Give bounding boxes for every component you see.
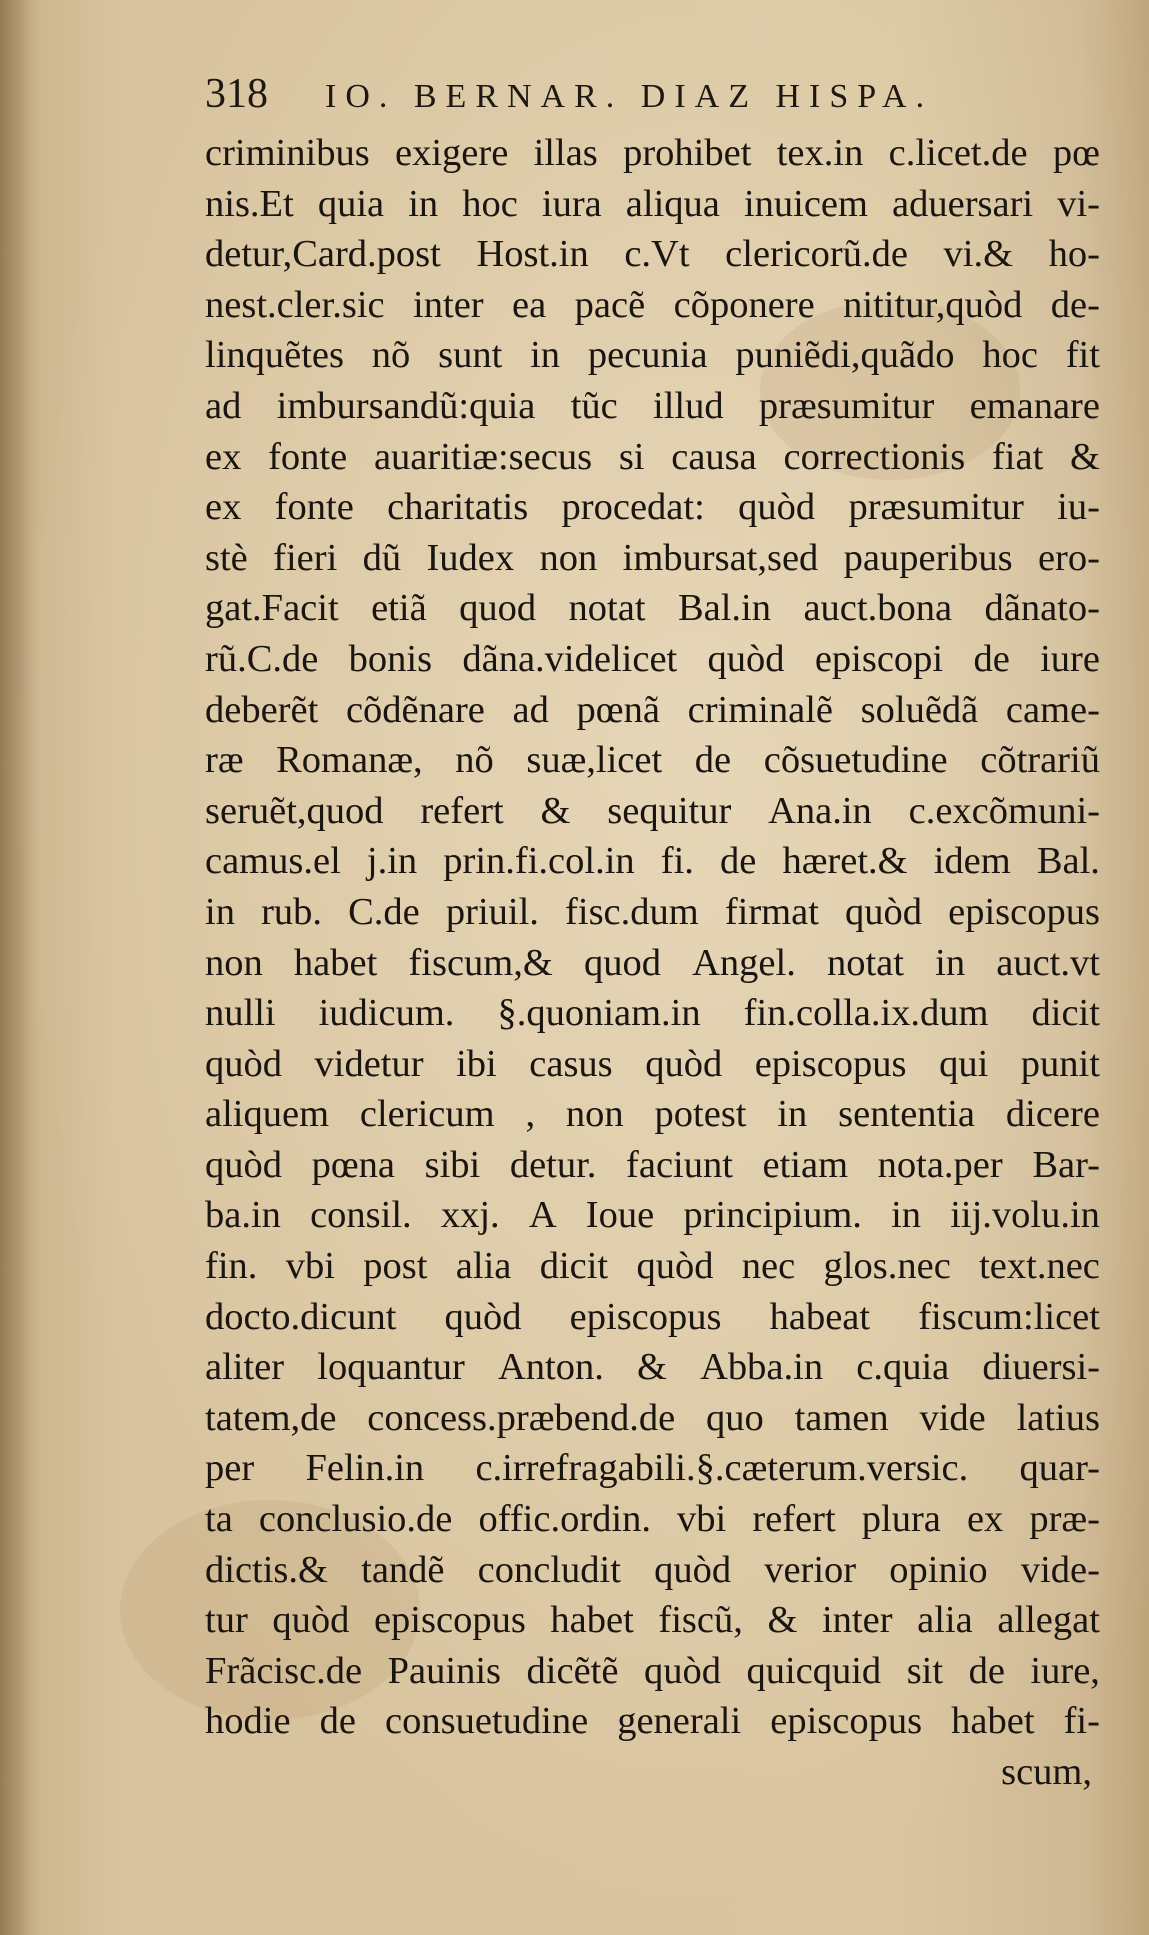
word: fit — [1065, 334, 1100, 377]
word: detur,Card.post — [205, 233, 441, 276]
word: c.quia — [856, 1346, 950, 1389]
word: fonte — [274, 486, 354, 529]
text-line — [205, 583, 1100, 634]
word: imbursat,sed — [622, 536, 819, 579]
text-line — [205, 1089, 1100, 1140]
word: nest.cler.sic — [205, 283, 385, 326]
word: ero- — [1037, 536, 1100, 579]
gutter-shadow — [0, 0, 40, 1935]
word: xxj. — [440, 1194, 500, 1237]
text-line — [205, 1342, 1100, 1393]
word: consuetudine — [385, 1700, 589, 1743]
word: tatem,de — [205, 1396, 337, 1439]
word: præsumitur — [758, 384, 935, 427]
text-line — [205, 836, 1100, 887]
word: ta — [205, 1498, 233, 1541]
word: verior — [764, 1548, 857, 1591]
word: fi. — [660, 840, 694, 883]
word: Anton. — [497, 1346, 604, 1389]
word: sententia — [838, 1093, 976, 1136]
word: fiscum:licet — [918, 1295, 1100, 1338]
word: in — [891, 1194, 922, 1237]
text-line — [205, 887, 1100, 938]
text-line — [205, 988, 1100, 1039]
word: habet — [293, 941, 378, 984]
word: episcopi — [814, 637, 944, 680]
text-line — [205, 735, 1100, 786]
word: episcopus — [569, 1295, 722, 1338]
word: tex.in — [776, 132, 864, 174]
word: punit — [1020, 1042, 1100, 1085]
text-line — [205, 786, 1100, 837]
word: quod — [459, 587, 537, 630]
word: non — [565, 1093, 624, 1136]
word: vbi — [677, 1498, 727, 1541]
word: aliquem — [205, 1093, 330, 1136]
word: quòd — [738, 486, 816, 529]
word: consil. — [310, 1194, 412, 1237]
word: loquantur — [317, 1346, 465, 1389]
word: fiscum,& — [408, 941, 553, 984]
word: C.de — [348, 890, 420, 933]
word: fi- — [1063, 1700, 1100, 1743]
word: pœna — [311, 1143, 395, 1186]
word: rũ.C.de — [205, 637, 319, 680]
word: inter — [821, 1599, 893, 1642]
word: vbi — [285, 1245, 335, 1288]
text-line — [205, 229, 1100, 280]
word: auaritiæ:secus — [373, 435, 593, 478]
word: ho- — [1048, 233, 1100, 276]
word: notat — [826, 941, 904, 984]
word: iudicum. — [318, 992, 455, 1035]
word: , — [525, 1093, 536, 1136]
word: aliqua — [625, 182, 720, 225]
word: seruẽt,quod — [205, 789, 384, 832]
word: c.excõmuni- — [908, 789, 1100, 832]
folio-number: 318 — [205, 71, 268, 117]
word: per — [205, 1447, 255, 1490]
word: puniẽdi,quãdo — [735, 334, 955, 377]
text-line — [205, 1393, 1100, 1444]
text-line — [205, 179, 1100, 230]
word: rub. — [261, 890, 323, 933]
page-header — [205, 70, 1025, 120]
word: ex — [966, 1498, 1004, 1541]
word: quo — [706, 1396, 764, 1439]
word: fin. — [205, 1245, 258, 1288]
word: iure — [1040, 637, 1100, 680]
word: Felin.in — [305, 1447, 425, 1490]
word: prohibet — [623, 132, 752, 174]
word: refert — [752, 1498, 836, 1541]
word: & — [540, 789, 571, 832]
word: generali — [617, 1700, 742, 1743]
word: de — [694, 739, 732, 782]
text-line — [205, 1241, 1100, 1292]
word: ad — [205, 384, 242, 427]
word: & — [1070, 435, 1100, 478]
word: deberẽt — [205, 688, 319, 731]
word: de — [973, 637, 1010, 680]
word: episcopus — [770, 1700, 923, 1743]
word: videtur — [314, 1042, 424, 1085]
word: plura — [861, 1498, 941, 1541]
word: nõ — [455, 739, 494, 782]
word: si — [618, 435, 645, 478]
word: ex — [205, 435, 242, 478]
word: tandẽ — [361, 1548, 445, 1591]
word: stè — [205, 536, 248, 579]
word: cõponere — [673, 283, 815, 326]
word: quòd — [205, 1042, 282, 1085]
word: inter — [413, 283, 484, 326]
word: de- — [1050, 283, 1100, 326]
word: præsumitur — [848, 486, 1024, 529]
word: in — [408, 182, 439, 225]
word: criminibus — [205, 132, 370, 174]
word: quòd — [654, 1548, 732, 1591]
word: pacẽ — [574, 283, 646, 326]
word: latius — [1016, 1396, 1100, 1439]
word: came- — [1005, 688, 1100, 731]
word: in — [777, 1093, 808, 1136]
word: prin.fi.col.in — [443, 840, 635, 883]
text-line — [205, 1646, 1100, 1697]
text-line — [205, 533, 1100, 584]
word: præ- — [1029, 1498, 1100, 1541]
word: procedat: — [561, 486, 705, 529]
word: pauperibus — [843, 536, 1013, 579]
word: aduersari — [892, 182, 1034, 225]
word: imbursandũ:quia — [276, 384, 536, 427]
word: potest — [654, 1093, 747, 1136]
word: auct.bona — [803, 587, 953, 630]
word: quar- — [1019, 1447, 1100, 1490]
text-line — [205, 1039, 1100, 1090]
text-line — [205, 1140, 1100, 1191]
word: Romanæ, — [276, 739, 423, 782]
text-line — [205, 381, 1100, 432]
word: c.Vt — [624, 233, 690, 276]
word: refert — [420, 789, 504, 832]
word: dãnato- — [984, 587, 1100, 630]
word: nititur,quòd — [843, 283, 1023, 326]
word: diuersi- — [982, 1346, 1100, 1389]
word: clericorũ.de — [725, 233, 908, 276]
word: illas — [533, 132, 598, 174]
word: dictis.& — [205, 1548, 328, 1591]
word: fiscũ, — [658, 1599, 743, 1642]
text-line — [205, 330, 1100, 381]
word: tur — [205, 1599, 248, 1642]
word: fisc.dum — [565, 890, 699, 933]
word: vi.& — [943, 233, 1014, 276]
word: Pauinis — [387, 1649, 502, 1692]
word: glos.nec — [823, 1245, 951, 1288]
word: ex — [205, 486, 242, 529]
word: non — [205, 941, 263, 984]
text-line: scum, — [1001, 1751, 1092, 1793]
word: aliter — [205, 1346, 285, 1389]
word: quod — [583, 941, 661, 984]
word: bonis — [348, 637, 433, 680]
word: iure, — [1030, 1649, 1100, 1692]
word: de — [720, 840, 757, 883]
word: cõdẽnare — [345, 688, 485, 731]
text-line — [205, 1443, 1100, 1494]
word: gat.Facit — [205, 587, 339, 630]
word: Bal.in — [677, 587, 772, 630]
word: exigere — [395, 132, 509, 174]
text-line — [205, 1494, 1100, 1545]
word: Iudex — [426, 536, 515, 579]
word: in — [205, 890, 235, 933]
word: vide — [919, 1396, 986, 1439]
word: quòd — [645, 1042, 723, 1085]
word: Ioue — [585, 1194, 655, 1237]
word: dicere — [1005, 1093, 1100, 1136]
word: offic.ordin. — [478, 1498, 651, 1541]
word: cõtrariũ — [980, 739, 1100, 782]
word: quòd — [707, 637, 785, 680]
word: ræ — [205, 739, 244, 782]
word: episcopus — [373, 1599, 526, 1642]
word: notat — [568, 587, 646, 630]
word: nota.per — [877, 1143, 1003, 1186]
word: quòd — [205, 1143, 282, 1186]
word: ea — [512, 283, 547, 326]
word: charitatis — [387, 486, 529, 529]
word: habet — [550, 1599, 634, 1642]
word: fin.colla.ix.dum — [743, 992, 989, 1035]
word: quòd — [845, 890, 923, 933]
word: fonte — [268, 435, 348, 478]
word: de — [319, 1700, 356, 1743]
word: Bal. — [1036, 840, 1100, 883]
word: firmat — [724, 890, 819, 933]
word: casus — [529, 1042, 613, 1085]
text-line — [205, 685, 1100, 736]
word: quòd — [272, 1599, 350, 1642]
word: illud — [653, 384, 724, 427]
text-line — [205, 1292, 1100, 1343]
word: quòd — [444, 1295, 522, 1338]
word: hæret.& — [782, 840, 908, 883]
word: sibi — [424, 1143, 481, 1186]
word: tũc — [570, 384, 618, 427]
word: alia — [917, 1599, 973, 1642]
word: iura — [541, 182, 602, 225]
word: text.nec — [979, 1245, 1100, 1288]
word: quòd — [643, 1649, 721, 1692]
word: c.irrefragabili.§.cæterum.versic. — [475, 1447, 969, 1490]
word: hodie — [205, 1700, 291, 1743]
word: tamen — [794, 1396, 889, 1439]
word: iij.volu.in — [950, 1194, 1100, 1237]
text-line — [205, 1545, 1100, 1596]
word: pœnã — [576, 688, 660, 731]
word: j.in — [366, 840, 418, 883]
word: Ana.in — [768, 789, 872, 832]
word: quicquid — [746, 1649, 882, 1692]
word: nõ — [371, 334, 411, 377]
word: episcopus — [754, 1042, 907, 1085]
word: conclusio.de — [258, 1498, 453, 1541]
word: in — [530, 334, 561, 377]
word: alia — [455, 1245, 512, 1288]
word: & — [767, 1599, 798, 1642]
word: ibi — [456, 1042, 497, 1085]
word: hoc — [982, 334, 1038, 377]
word: camus.el — [205, 840, 341, 883]
word: etiã — [371, 587, 427, 630]
word: iu- — [1057, 486, 1100, 529]
word: §.quoniam.in — [497, 992, 701, 1035]
word: allegat — [997, 1599, 1100, 1642]
word: causa — [671, 435, 757, 478]
word: post — [363, 1245, 428, 1288]
word: principium. — [683, 1194, 862, 1237]
word: fiat — [991, 435, 1044, 478]
word: concludit — [477, 1548, 621, 1591]
word: criminalẽ — [687, 688, 833, 731]
text-line — [205, 634, 1100, 685]
word: A — [528, 1194, 557, 1237]
word: de — [968, 1649, 1005, 1692]
word: detur. — [509, 1143, 597, 1186]
word: nec — [741, 1245, 796, 1288]
word: dũ — [362, 536, 402, 579]
word: cõsuetudine — [763, 739, 948, 782]
word: linquẽtes — [205, 334, 344, 377]
word: suæ,licet — [526, 739, 663, 782]
word: quòd — [636, 1245, 714, 1288]
word: etiam — [762, 1143, 849, 1186]
word: auct.vt — [996, 941, 1100, 984]
word: dicit — [1031, 992, 1100, 1035]
word: docto.dicunt — [205, 1295, 397, 1338]
text-line — [205, 280, 1100, 331]
word: Bar- — [1032, 1143, 1100, 1186]
word: habet — [951, 1700, 1035, 1743]
word: dãna.videlicet — [462, 637, 678, 680]
word: Angel. — [692, 941, 796, 984]
word: episcopus — [948, 890, 1100, 933]
word: c.licet.de — [888, 132, 1028, 174]
word: ba.in — [205, 1194, 281, 1237]
text-line — [205, 938, 1100, 989]
word: nulli — [205, 992, 276, 1035]
word: sequitur — [607, 789, 732, 832]
text-line — [205, 482, 1100, 533]
word: Frãcisc.de — [205, 1649, 363, 1692]
word: pœ — [1052, 132, 1100, 174]
word: vide- — [1020, 1548, 1100, 1591]
word: inuicem — [743, 182, 868, 225]
word: & — [637, 1346, 667, 1389]
word: hoc — [462, 182, 518, 225]
word: clericum — [359, 1093, 495, 1136]
text-line — [205, 432, 1100, 483]
text-line — [205, 128, 1100, 179]
word: pecunia — [587, 334, 708, 377]
word: emanare — [969, 384, 1100, 427]
word: Abba.in — [700, 1346, 824, 1389]
word: idem — [933, 840, 1011, 883]
word: dicẽtẽ — [526, 1649, 619, 1692]
running-head: IO. BERNAR. DIAZ HISPA. — [325, 78, 934, 115]
text-line — [205, 1190, 1100, 1241]
word: sit — [906, 1649, 944, 1692]
word: ad — [512, 688, 549, 731]
word: soluẽdã — [860, 688, 979, 731]
word: quia — [317, 182, 385, 225]
word: qui — [939, 1042, 989, 1085]
word: vi- — [1057, 182, 1100, 225]
word: Host.in — [476, 233, 589, 276]
word: priuil. — [445, 890, 539, 933]
word: correctionis — [783, 435, 966, 478]
text-line — [205, 1595, 1100, 1646]
word: dicit — [539, 1245, 609, 1288]
text-line — [205, 1696, 1100, 1747]
word: opinio — [889, 1548, 988, 1591]
word: fieri — [273, 536, 338, 579]
word: habeat — [769, 1295, 871, 1338]
word: faciunt — [626, 1143, 733, 1186]
body-text — [205, 128, 1100, 1798]
word: non — [539, 536, 598, 579]
word: in — [935, 941, 966, 984]
word: nis.Et — [205, 182, 294, 225]
word: concess.præbend.de — [367, 1396, 676, 1439]
word: sunt — [438, 334, 503, 377]
